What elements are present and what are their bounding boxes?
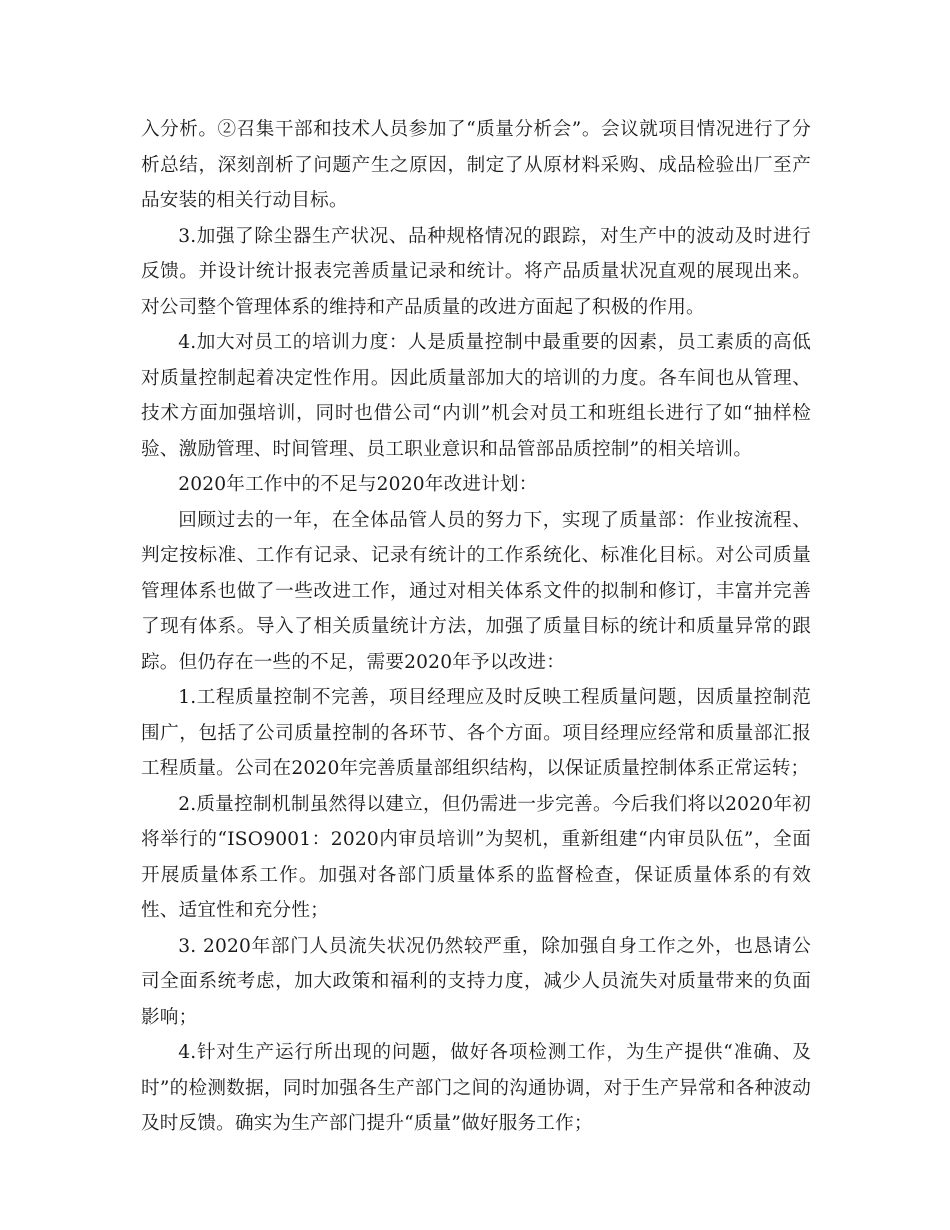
document-body — [141, 112, 811, 1142]
paragraph-plan-3: 3. 2020年部门人员流失状况仍然较严重，除加强自身工作之外，也恳请公司全面系统考虑，加大政策和福利的支持力度，减少人员流失对质量带来的负面影响； — [141, 935, 811, 1028]
paragraph-plan-1: 1.工程质量控制不完善，项目经理应及时反映工程质量问题，因质量控制范围广，包括了公司质量控制的各环节、各个方面。项目经理应经常和质量部汇报工程质量。公司在2020年完善质量部组织结构，以保证质量控制体系正常运转； — [141, 687, 811, 779]
paragraph-plan-2: 2.质量控制机制虽然得以建立，但仍需进一步完善。今后我们将以2020年初将举行的“ISO9001：2020内审员培训”为契机，重新组建“内审员队伍”，全面开展质量体系工作。加强对各部门质量体系的监督检查，保证质量体系的有效性、适宜性和充分性； — [141, 793, 811, 921]
paragraph-item-4-training: 4.加大对员工的培训力度：人是质量控制中最重要的因素，员工素质的高低对质量控制起着决定性作用。因此质量部加大的培训的力度。各车间也从管理、技术方面加强培训，同时也借公司“内训”机会对员工和班组长进行了如“抽样检验、激励管理、时间管理、员工职业意识和品管部品质控制”的相关培训。 — [141, 332, 811, 460]
section-heading-shortcomings: 2020年工作中的不足与2020年改进计划： — [178, 474, 538, 495]
paragraph-review: 回顾过去的一年，在全体品管人员的努力下，实现了质量部：作业按流程、判定按标准、工作有记录、记录有统计的工作系统化、标准化目标。对公司质量管理体系也做了一些改进工作，通过对相关体系文件的拟制和修订，丰富并完善了现有体系。导入了相关质量统计方法，加强了质量目标的统计和质量异常的跟踪。但仍存在一些的不足，需要2020年予以改进： — [141, 509, 811, 673]
paragraph-analysis-summary: 入分析。②召集干部和技术人员参加了“质量分析会”。会议就项目情况进行了分析总结，深刻剖析了问题产生之原因，制定了从原材料采购、成品检验出厂至产品安装的相关行动目标。 — [141, 119, 811, 211]
paragraph-plan-4: 4.针对生产运行所出现的问题，做好各项检测工作，为生产提供“准确、及时”的检测数据，同时加强各生产部门之间的沟通协调，对于生产异常和各种波动及时反馈。确实为生产部门提升“质量”做好服务工作； — [141, 1042, 811, 1134]
paragraph-item-3-tracking: 3.加强了除尘器生产状况、品种规格情况的跟踪，对生产中的波动及时进行反馈。并设计统计报表完善质量记录和统计。将产品质量状况直观的展现出来。对公司整个管理体系的维持和产品质量的改进方面起了积极的作用。 — [141, 225, 811, 318]
